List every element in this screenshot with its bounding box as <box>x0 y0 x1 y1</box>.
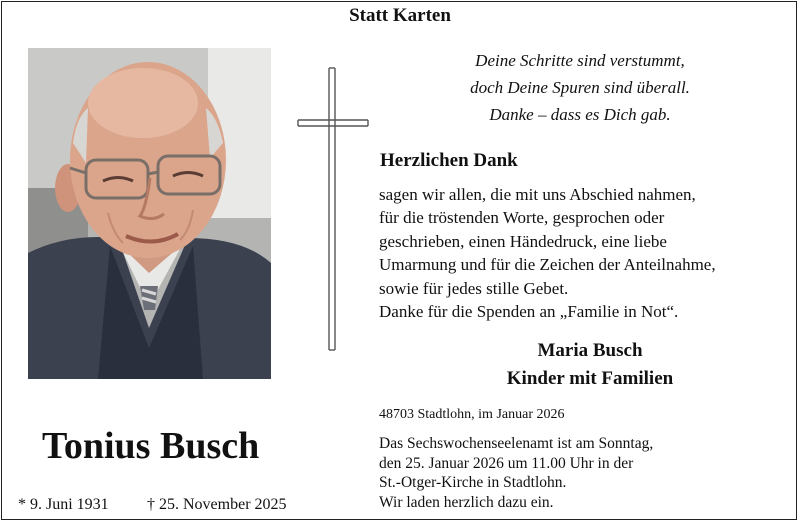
cross-icon <box>295 62 371 352</box>
birth-date: * 9. Juni 1931 <box>18 496 109 513</box>
thanks-line: sagen wir allen, die mit uns Abschied nahmen, <box>379 185 696 204</box>
deceased-name: Tonius Busch <box>42 425 260 467</box>
portrait-photo <box>28 48 271 379</box>
death-date: † 25. November 2025 <box>147 496 287 513</box>
service-line: den 25. Januar 2026 um 11.00 Uhr in der <box>379 454 634 472</box>
thanks-line: sowie für jedes stille Gebet. <box>379 278 569 298</box>
memorial-verse <box>420 47 740 128</box>
signature-line: Maria Busch <box>537 340 643 361</box>
service-line: St.-Otger-Kirche in Stadtlohn. <box>379 474 567 491</box>
thanks-line: Danke für die Spenden an „Familie in Not“. <box>379 302 679 322</box>
thanks-heading: Herzlichen Dank <box>380 150 518 171</box>
service-info <box>379 434 789 512</box>
thanks-line: für die tröstenden Worte, gesprochen oder <box>379 208 665 228</box>
service-line: Wir laden herzlich dazu ein. <box>379 493 554 511</box>
thanks-line: Umarmung und für die Zeichen der Anteilnahme, <box>379 255 716 275</box>
verse-line: Deine Schritte sind verstummt, <box>475 51 685 70</box>
verse-line: doch Deine Spuren sind überall. <box>470 78 690 97</box>
header-title: Statt Karten <box>349 5 451 26</box>
thanks-text <box>379 183 789 323</box>
location-date: 48703 Stadtlohn, im Januar 2026 <box>379 407 565 422</box>
signature-line: Kinder mit Familien <box>506 368 674 389</box>
signatures <box>470 337 710 393</box>
verse-line: Danke – dass es Dich gab. <box>489 105 671 124</box>
service-line: Das Sechswochenseelenamt ist am Sonntag, <box>379 435 654 452</box>
thanks-line: geschrieben, einen Händedruck, eine liebe <box>379 231 667 251</box>
